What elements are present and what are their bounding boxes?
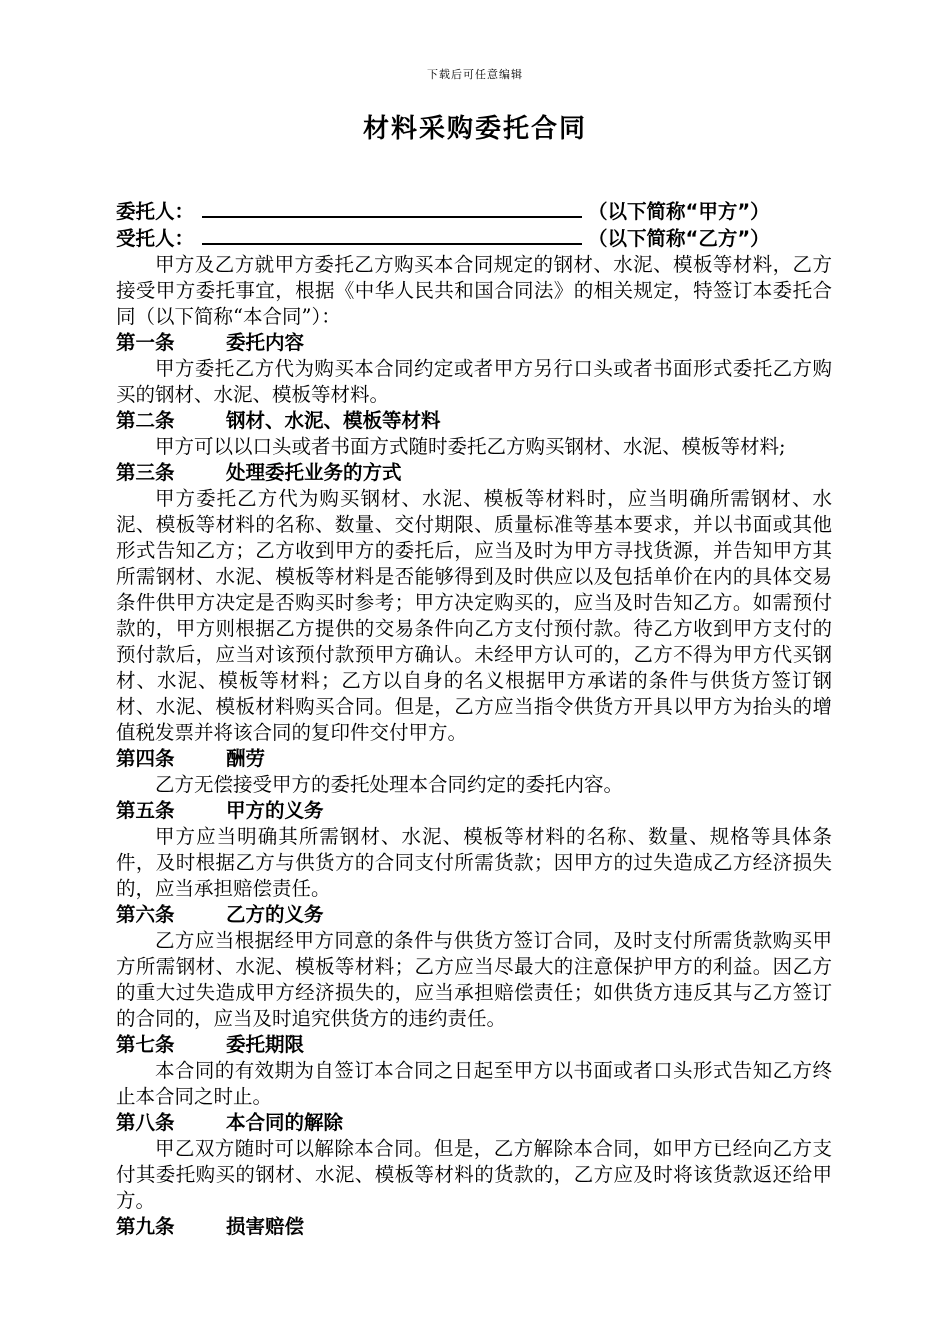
article-title: 委托期限 xyxy=(226,1033,305,1056)
article-paragraph: 甲方委托乙方代为购买钢材、水泥、模板等材料时，应当明确所需钢材、水泥、模板等材料的名称、数量、交付期限、质量标准等基本要求，并以书面或其他形式告知乙方；乙方收到甲方的委托后，应当及时为甲方寻找货源，并告知甲方其所需钢材、水泥、模板等材料是否能够得到及时供应以及包括单价在内的具体交易条件供甲方决定是否购买时参考；甲方决定购买的，应当及时告知乙方。如需预付款的，甲方则根据乙方提供的交易条件向乙方支付预付款。待乙方收到甲方支付的预付款后，应当对该预付款预甲方确认。未经甲方认可的，乙方不得为甲方代买钢材、水泥、模板等材料；乙方以自身的名义根据甲方承诺的条件与供货方签订钢材、水泥、模板材料购买合同。但是，乙方应当指令供货方开具以甲方为抬头的增值税发票并将该合同的复印件交付甲方。 xyxy=(116,487,832,744)
article-number: 第九条 xyxy=(116,1215,175,1238)
article-paragraph: 甲乙双方随时可以解除本合同。但是，乙方解除本合同，如甲方已经向乙方支付其委托购买的钢材、水泥、模板等材料的货款的，乙方应及时将该货款返还给甲方。 xyxy=(116,1137,832,1212)
article-number: 第四条 xyxy=(116,747,175,770)
article-number: 第三条 xyxy=(116,461,175,484)
article-paragraph: 乙方应当根据经甲方同意的条件与供货方签订合同，及时支付所需货款购买甲方所需钢材、水泥、模板等材料；乙方应当尽最大的注意保护甲方的利益。因乙方的重大过失造成甲方经济损失的，应当承担赔偿责任；如供货方违反其与乙方签订的合同的，应当及时追究供货方的违约责任。 xyxy=(116,929,832,1030)
party-label: 委托人： xyxy=(116,200,195,223)
article-title: 甲方的义务 xyxy=(226,799,324,822)
contract-body xyxy=(116,198,832,1240)
header-note: 下载后可任意编辑 xyxy=(427,68,523,81)
article-paragraph: 甲方委托乙方代为购买本合同约定或者甲方另行口头或者书面形式委托乙方购买的钢材、水泥、模板等材料。 xyxy=(116,357,832,406)
article-number: 第一条 xyxy=(116,331,175,354)
party-line-principal xyxy=(116,198,832,225)
article-paragraph: 甲方可以以口头或者书面方式随时委托乙方购买钢材、水泥、模板等材料; xyxy=(155,435,786,458)
party-alias: （以下简称“乙方”） xyxy=(588,227,770,250)
article-heading xyxy=(116,1214,832,1240)
articles-list xyxy=(116,330,832,1240)
article-title: 本合同的解除 xyxy=(226,1111,344,1134)
article-heading xyxy=(116,460,832,486)
article-paragraph: 甲方应当明确其所需钢材、水泥、模板等材料的名称、数量、规格等具体条件，及时根据乙方与供货方的合同支付所需货款；因甲方的过失造成乙方经济损失的，应当承担赔偿责任。 xyxy=(116,825,832,900)
article-heading xyxy=(116,1032,832,1058)
article-heading xyxy=(116,902,832,928)
article-paragraph: 本合同的有效期为自签订本合同之日起至甲方以书面或者口头形式告知乙方终止本合同之时止。 xyxy=(116,1059,832,1108)
article-number: 第七条 xyxy=(116,1033,175,1056)
party-line-agent xyxy=(116,225,832,252)
name-blank-field[interactable] xyxy=(202,225,582,245)
article-title: 损害赔偿 xyxy=(226,1215,305,1238)
article-title: 委托内容 xyxy=(226,331,305,354)
article-number: 第五条 xyxy=(116,799,175,822)
article-title: 乙方的义务 xyxy=(226,903,324,926)
article-title: 酬劳 xyxy=(226,747,266,770)
article-heading xyxy=(116,408,832,434)
name-blank-field[interactable] xyxy=(202,198,582,218)
article-number: 第二条 xyxy=(116,409,175,432)
article-heading xyxy=(116,1110,832,1136)
article-paragraph: 乙方无偿接受甲方的委托处理本合同约定的委托内容。 xyxy=(155,773,624,796)
party-alias: （以下简称“甲方”） xyxy=(588,200,770,223)
article-title: 钢材、水泥、模板等材料 xyxy=(226,409,441,432)
article-heading xyxy=(116,330,832,356)
document-title: 材料采购委托合同 xyxy=(362,114,587,144)
preamble: 甲方及乙方就甲方委托乙方购买本合同规定的钢材、水泥、模板等材料，乙方接受甲方委托事宜，根据《中华人民共和国合同法》的相关规定，特签订本委托合同（以下简称“本合同”）： xyxy=(116,253,832,328)
article-heading xyxy=(116,746,832,772)
article-number: 第八条 xyxy=(116,1111,175,1134)
party-label: 受托人： xyxy=(116,227,195,250)
article-heading xyxy=(116,798,832,824)
article-number: 第六条 xyxy=(116,903,175,926)
article-title: 处理委托业务的方式 xyxy=(226,461,402,484)
